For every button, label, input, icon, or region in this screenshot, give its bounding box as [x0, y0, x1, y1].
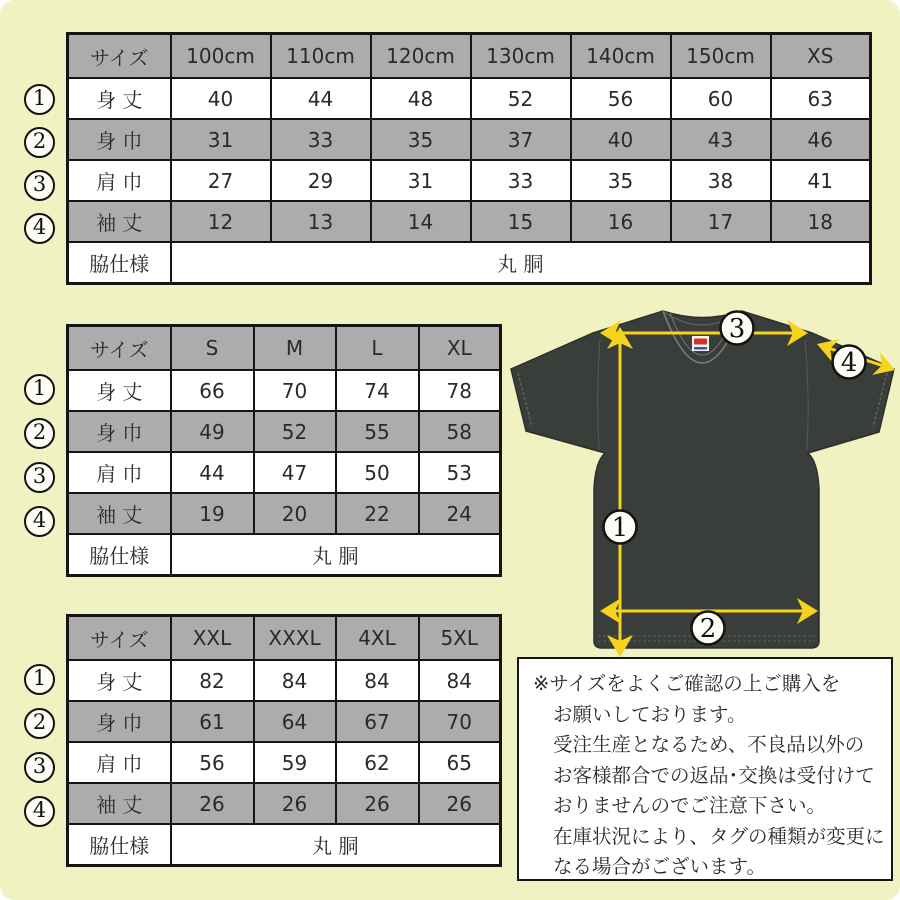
- cell: 40: [571, 119, 671, 160]
- diagram-marker-4-label: 4: [840, 348, 858, 378]
- cell: 31: [171, 119, 271, 160]
- cell: 65: [419, 742, 501, 783]
- col-header: 100cm: [171, 34, 271, 79]
- cell: 19: [171, 493, 254, 534]
- cell: 62: [336, 742, 419, 783]
- cell: 60: [671, 78, 771, 119]
- col-header: 150cm: [671, 34, 771, 79]
- cell: 12: [171, 201, 271, 242]
- col-header: 140cm: [571, 34, 671, 79]
- row-marker-2: 2: [24, 418, 55, 449]
- row-label: 肩 巾: [68, 160, 171, 201]
- cell: 43: [671, 119, 771, 160]
- cell: 27: [171, 160, 271, 201]
- cell: 31: [371, 160, 471, 201]
- row-label: 身 巾: [68, 411, 171, 452]
- cell: 35: [371, 119, 471, 160]
- row-label: 脇仕様: [68, 534, 171, 576]
- col-header: L: [336, 326, 419, 371]
- notice-line: お客様都合での返品･交換は受付けて: [553, 763, 875, 787]
- cell: 61: [171, 701, 254, 742]
- cell: 47: [254, 452, 336, 493]
- cell: 46: [771, 119, 871, 160]
- row-marker-3: 3: [24, 752, 55, 783]
- cell: 29: [271, 160, 371, 201]
- cell: 82: [171, 660, 254, 701]
- size-table-large: [66, 614, 502, 867]
- cell: 16: [571, 201, 671, 242]
- row-marker-4: 4: [24, 506, 55, 537]
- cell: 70: [254, 370, 336, 411]
- cell: 84: [254, 660, 336, 701]
- diagram-marker-3-label: 3: [728, 314, 746, 344]
- cell: 37: [471, 119, 571, 160]
- row-marker-4: 4: [24, 213, 55, 244]
- row-label: 身 巾: [68, 119, 171, 160]
- cell: 52: [471, 78, 571, 119]
- cell: 20: [254, 493, 336, 534]
- col-header: サイズ: [68, 616, 171, 661]
- cell: 48: [371, 78, 471, 119]
- row-marker-4: 4: [24, 796, 55, 827]
- row-label: 身 丈: [68, 660, 171, 701]
- notice-line: 在庫状況により、タグの種類が変更に: [553, 824, 885, 848]
- cell: 58: [419, 411, 501, 452]
- notice-line: 受注生産となるため、不良品以外の: [553, 733, 865, 756]
- notice-box: [517, 657, 893, 881]
- size-table-adult: [66, 324, 502, 577]
- cell: 44: [171, 452, 254, 493]
- row-label: 袖 丈: [68, 493, 171, 534]
- col-header: サイズ: [68, 34, 171, 79]
- col-header: S: [171, 326, 254, 371]
- cell: 15: [471, 201, 571, 242]
- row-label: 身 丈: [68, 370, 171, 411]
- col-header: XXXL: [254, 616, 336, 661]
- cell: 59: [254, 742, 336, 783]
- row-label: 身 巾: [68, 701, 171, 742]
- diagram-marker-2-label: 2: [699, 614, 717, 644]
- row-marker-3: 3: [24, 170, 55, 201]
- cell: 84: [419, 660, 501, 701]
- cell: 64: [254, 701, 336, 742]
- cell: 52: [254, 411, 336, 452]
- col-header: 4XL: [336, 616, 419, 661]
- row-marker-2: 2: [24, 708, 55, 739]
- cell: 26: [254, 783, 336, 824]
- row-label: 袖 丈: [68, 783, 171, 824]
- cell: 56: [571, 78, 671, 119]
- col-header: 120cm: [371, 34, 471, 79]
- tshirt-diagram: [505, 300, 900, 660]
- side-spec-value: 丸 胴: [171, 824, 501, 866]
- notice-line: なる場合がございます。: [553, 855, 766, 878]
- row-label: 脇仕様: [68, 242, 171, 284]
- cell: 78: [419, 370, 501, 411]
- row-marker-1: 1: [24, 664, 55, 695]
- row-marker-1: 1: [24, 84, 55, 115]
- row-marker-3: 3: [24, 462, 55, 493]
- col-header: XL: [419, 326, 501, 371]
- cell: 70: [419, 701, 501, 742]
- side-spec-value: 丸 胴: [171, 534, 501, 576]
- cell: 53: [419, 452, 501, 493]
- cell: 14: [371, 201, 471, 242]
- cell: 33: [271, 119, 371, 160]
- cell: 63: [771, 78, 871, 119]
- side-spec-value: 丸 胴: [171, 242, 871, 284]
- cell: 13: [271, 201, 371, 242]
- size-table-kids: [66, 32, 872, 285]
- cell: 40: [171, 78, 271, 119]
- col-header: サイズ: [68, 326, 171, 371]
- cell: 41: [771, 160, 871, 201]
- row-label: 袖 丈: [68, 201, 171, 242]
- cell: 67: [336, 701, 419, 742]
- cell: 17: [671, 201, 771, 242]
- row-label: 脇仕様: [68, 824, 171, 866]
- row-marker-2: 2: [24, 127, 55, 158]
- cell: 38: [671, 160, 771, 201]
- col-header: 130cm: [471, 34, 571, 79]
- cell: 33: [471, 160, 571, 201]
- row-label: 肩 巾: [68, 742, 171, 783]
- cell: 66: [171, 370, 254, 411]
- notice-line: おりませんのでご注意下さい。: [553, 794, 827, 817]
- notice-line: お願いしております。: [553, 702, 747, 726]
- cell: 84: [336, 660, 419, 701]
- col-header: M: [254, 326, 336, 371]
- diagram-marker-1-label: 1: [611, 513, 629, 543]
- cell: 74: [336, 370, 419, 411]
- cell: 35: [571, 160, 671, 201]
- row-marker-1: 1: [24, 374, 55, 405]
- row-label: 肩 巾: [68, 452, 171, 493]
- cell: 24: [419, 493, 501, 534]
- cell: 26: [419, 783, 501, 824]
- cell: 18: [771, 201, 871, 242]
- cell: 26: [336, 783, 419, 824]
- col-header: 110cm: [271, 34, 371, 79]
- cell: 55: [336, 411, 419, 452]
- cell: 49: [171, 411, 254, 452]
- col-header: XS: [771, 34, 871, 79]
- cell: 22: [336, 493, 419, 534]
- cell: 56: [171, 742, 254, 783]
- col-header: 5XL: [419, 616, 501, 661]
- cell: 26: [171, 783, 254, 824]
- row-label: 身 丈: [68, 78, 171, 119]
- cell: 50: [336, 452, 419, 493]
- brand-tag-icon: [692, 336, 709, 351]
- col-header: XXL: [171, 616, 254, 661]
- notice-line: ※サイズをよくご確認の上ご購入を: [533, 672, 841, 695]
- cell: 44: [271, 78, 371, 119]
